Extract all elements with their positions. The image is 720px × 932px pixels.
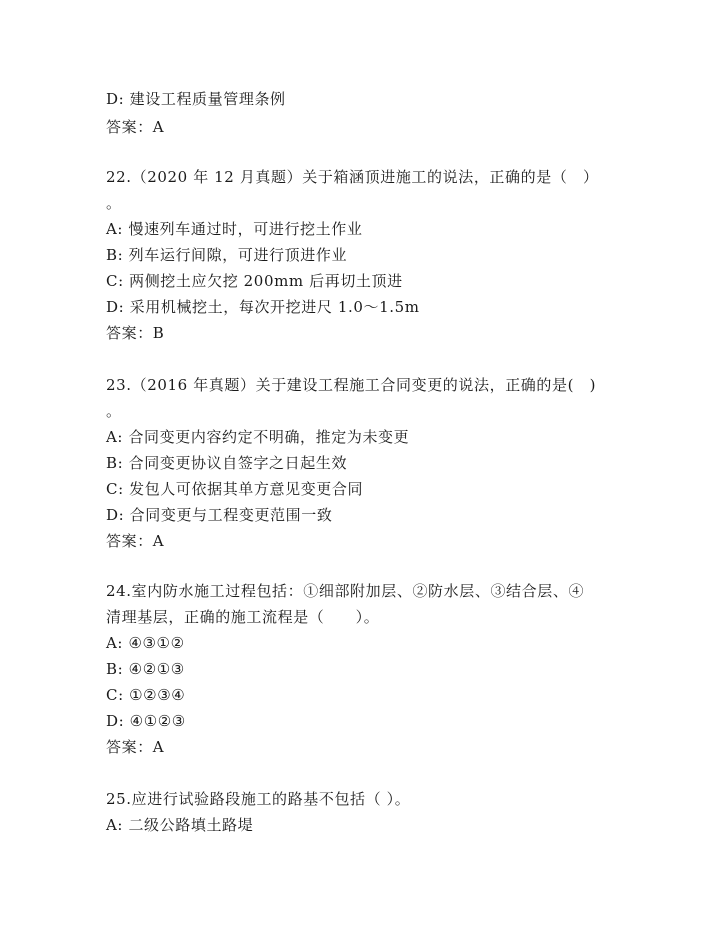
q23-option-c: C: 发包人可依据其单方意见变更合同 bbox=[106, 480, 364, 498]
q22-option-a: A: 慢速列车通过时，可进行挖土作业 bbox=[106, 220, 363, 238]
q24-option-c: C: ①②③④ bbox=[106, 686, 186, 704]
q24-answer: 答案：A bbox=[106, 738, 165, 756]
q23-option-b: B: 合同变更协议自签字之日起生效 bbox=[106, 454, 348, 472]
q23-answer: 答案：A bbox=[106, 532, 165, 550]
q21-answer: 答案：A bbox=[106, 118, 165, 136]
q22-stem-line2: 。 bbox=[106, 194, 122, 212]
q24-option-a: A: ④③①② bbox=[106, 634, 185, 652]
q23-option-d: D: 合同变更与工程变更范围一致 bbox=[106, 506, 333, 524]
q24-stem-line2: 清理基层，正确的施工流程是（ ）。 bbox=[106, 608, 380, 626]
q22-stem-line1: 22.（2020 年 12 月真题）关于箱涵顶进施工的说法，正确的是（ ） bbox=[106, 168, 599, 186]
q22-option-d: D: 采用机械挖土，每次开挖进尺 1.0～1.5m bbox=[106, 298, 420, 316]
q23-stem-line1: 23.（2016 年真题）关于建设工程施工合同变更的说法，正确的是( ) bbox=[106, 376, 597, 394]
q24-stem-line1: 24.室内防水施工过程包括：①细部附加层、②防水层、③结合层、④ bbox=[106, 582, 585, 600]
q22-option-b: B: 列车运行间隙，可进行顶进作业 bbox=[106, 246, 348, 264]
q23-option-a: A: 合同变更内容约定不明确，推定为未变更 bbox=[106, 428, 410, 446]
q24-option-d: D: ④①②③ bbox=[106, 712, 186, 730]
q22-option-c: C: 两侧挖土应欠挖 200mm 后再切土顶进 bbox=[106, 272, 403, 290]
q21-option-d: D: 建设工程质量管理条例 bbox=[106, 90, 286, 108]
q24-option-b: B: ④②①③ bbox=[106, 660, 185, 678]
q25-option-a: A: 二级公路填土路堤 bbox=[106, 816, 254, 834]
q22-answer: 答案：B bbox=[106, 324, 165, 342]
q23-stem-line2: 。 bbox=[106, 402, 122, 420]
q25-stem-line1: 25.应进行试验路段施工的路基不包括（ ）。 bbox=[106, 790, 411, 808]
